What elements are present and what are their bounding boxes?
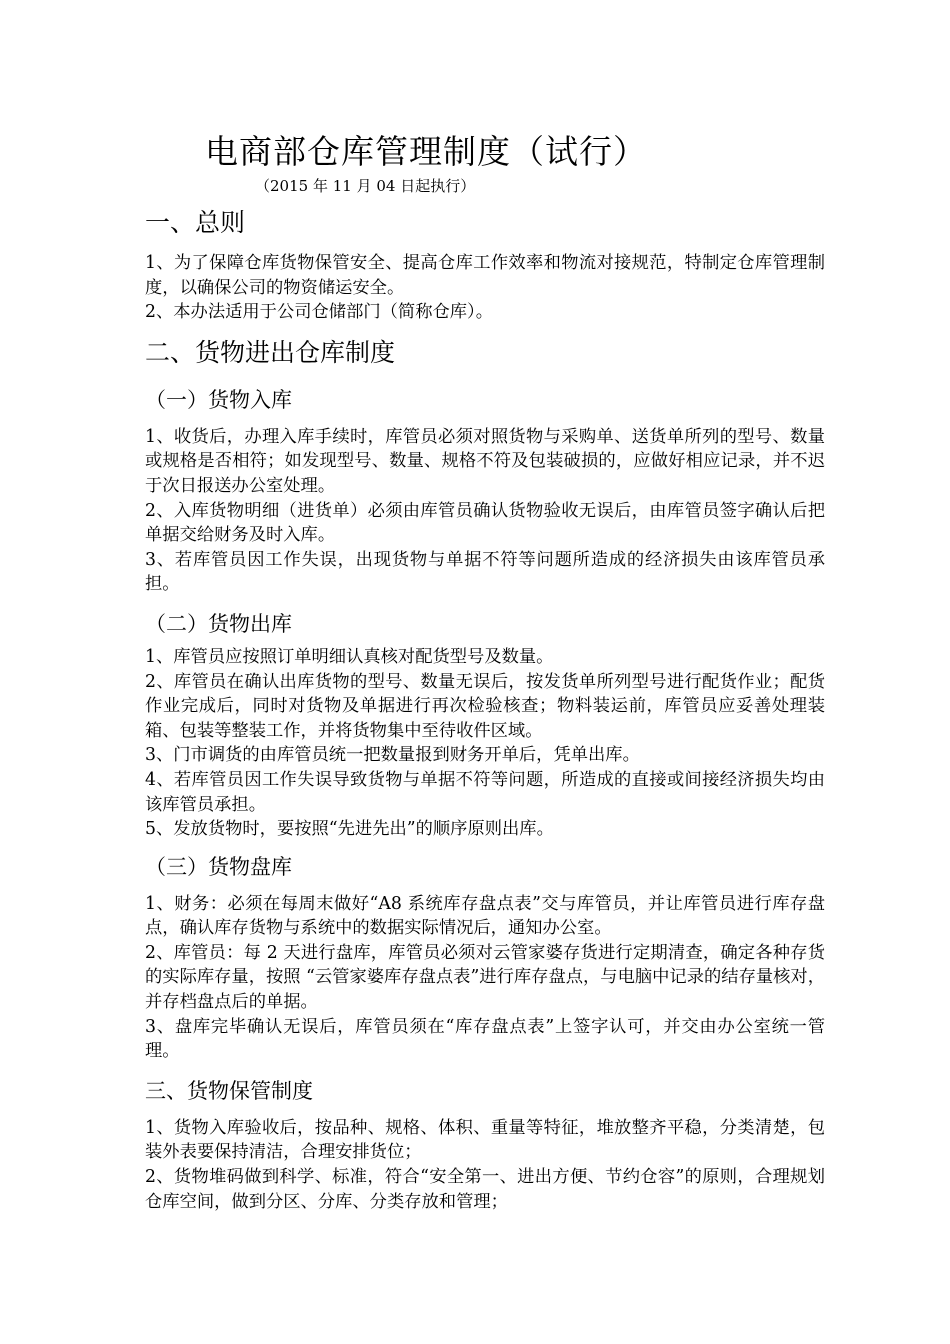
- section-heading-storage: 三、货物保管制度: [145, 1078, 313, 1103]
- effective-date: （2015 年 11 月 04 日起执行）: [255, 177, 476, 195]
- paragraph: 3、门市调货的由库管员统一把数量报到财务开单后，凭单出库。: [145, 745, 640, 766]
- paragraph: 1、为了保障仓库货物保管安全、提高仓库工作效率和物流对接规范，特制定仓库管理制度，以确保公司的物资储运安全。: [145, 253, 825, 298]
- document-body: [145, 205, 825, 1214]
- paragraph: 2、入库货物明细（进货单）必须由库管员确认货物验收无误后，由库管员签字确认后把单据交给财务及时入库。: [145, 500, 825, 546]
- paragraph: 3、盘库完毕确认无误后，库管员须在“库存盘点表”上签字认可，并交由办公室统一管理。: [145, 1016, 825, 1062]
- paragraph: 2、货物堆码做到科学、标准，符合“安全第一、进出方便、节约仓容”的原则，合理规划仓库空间，做到分区、分库、分类存放和管理；: [145, 1167, 825, 1212]
- subsection-heading-inbound: （一）货物入库: [145, 387, 292, 412]
- paragraph: 2、本办法适用于公司仓储部门（简称仓库）。: [145, 302, 493, 323]
- paragraph: 2、库管员：每 2 天进行盘库，库管员必须对云管家婆存货进行定期清查，确定各种存货的实际库存量，按照 “云管家婆库存盘点表”进行库存盘点，与电脑中记录的结存量核对，并存档盘点后的单据。: [145, 942, 825, 1013]
- paragraph: 1、财务：必须在每周末做好“A8 系统库存盘点表”交与库管员，并让库管员进行库存盘点，确认库存货物与系统中的数据实际情况后，通知办公室。: [145, 893, 825, 939]
- paragraph: 1、收货后，办理入库手续时，库管员必须对照货物与采购单、送货单所列的型号、数量或规格是否相符；如发现型号、数量、规格不符及包装破损的，应做好相应记录，并不迟于次日报送办公室处理。: [145, 426, 825, 496]
- subsection-heading-outbound: （二）货物出库: [145, 611, 292, 636]
- document-title: 电商部仓库管理制度（试行）: [205, 132, 647, 171]
- section-heading-inout: 二、货物进出仓库制度: [145, 337, 396, 367]
- paragraph: 2、库管员在确认出库货物的型号、数量无误后，按发货单所列型号进行配货作业；配货作业完成后，同时对货物及单据进行再次检验核查；物料装运前，库管员应妥善处理装箱、包装等整装工作，并将货物集中至待收件区域。: [145, 671, 825, 741]
- paragraph: 5、发放货物时，要按照“先进先出”的顺序原则出库。: [145, 819, 554, 840]
- paragraph: 3、若库管员因工作失误，出现货物与单据不符等问题所造成的经济损失由该库管员承担。: [145, 549, 825, 595]
- section-heading-general: 一、总则: [145, 208, 246, 237]
- paragraph: 1、库管员应按照订单明细认真核对配货型号及数量。: [145, 646, 554, 667]
- paragraph: 1、货物入库验收后，按品种、规格、体积、重量等特征，堆放整齐平稳，分类清楚，包装外表要保持清洁，合理安排货位；: [145, 1117, 825, 1163]
- paragraph: 4、若库管员因工作失误导致货物与单据不符等问题，所造成的直接或间接经济损失均由该库管员承担。: [145, 769, 825, 815]
- subsection-heading-stocktake: （三）货物盘库: [145, 854, 292, 879]
